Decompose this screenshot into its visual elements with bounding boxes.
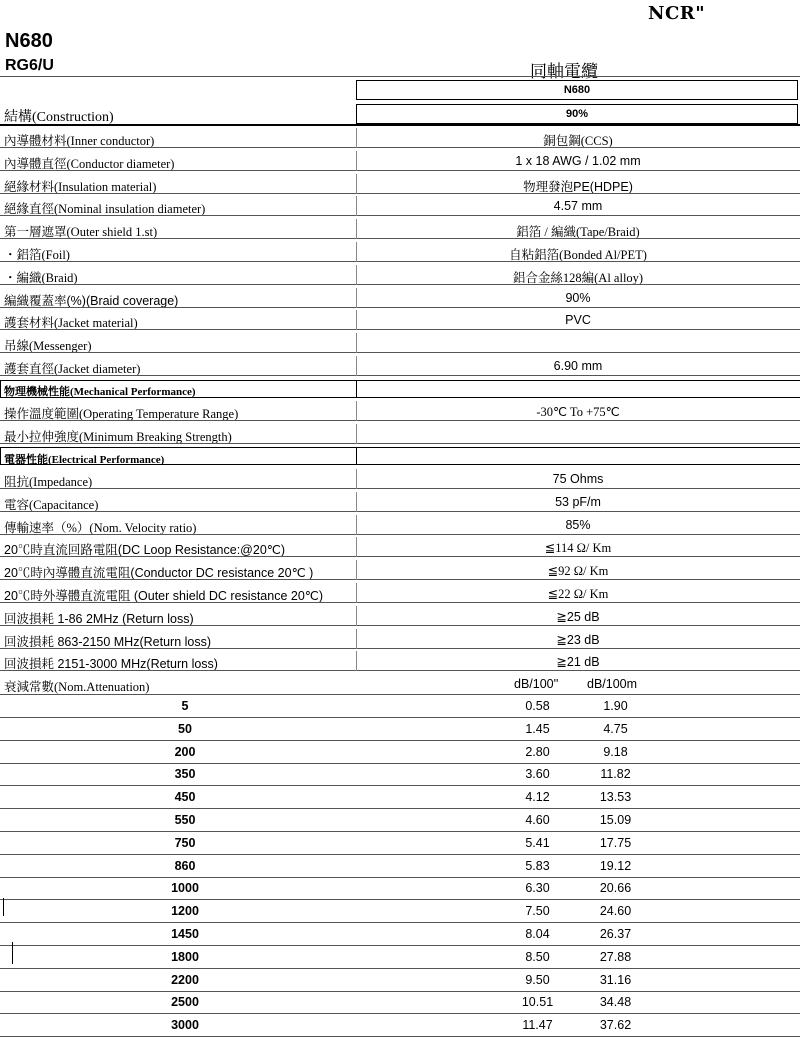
row-divider [0, 854, 800, 855]
column-divider [356, 333, 357, 353]
spec-label: 20℃時外導體直流電阻 (Outer shield DC resistance 20℃) [4, 589, 323, 603]
row-divider [0, 193, 800, 194]
spec-label: 傳輸速率（%）(Nom. Velocity ratio) [4, 520, 197, 535]
attenuation-db-per-100ft: 4.60 [525, 813, 550, 827]
column-divider [356, 469, 357, 489]
spec-value: 物理發泡PE(HDPE) [523, 179, 633, 194]
attenuation-db-per-100m: 27.88 [599, 949, 632, 964]
frequency-value: 50 [178, 721, 192, 736]
frame-mark [12, 942, 13, 964]
column-divider [356, 560, 357, 580]
spec-label: 護套材料(Jacket material) [4, 316, 138, 331]
row-divider [0, 215, 800, 216]
electrical-left-border [0, 447, 1, 464]
attenuation-db-per-100ft: 7.50 [525, 904, 550, 919]
column-divider [356, 219, 357, 239]
spec-label: 編織覆蓋率(%)(Braid coverage) [4, 293, 179, 308]
spec-label: 阻抗(Impedance) [4, 475, 93, 489]
spec-value: 鋁箔 / 編織(Tape/Braid) [516, 225, 640, 240]
attenuation-db-per-100m: 9.18 [603, 744, 628, 759]
column-divider [356, 606, 357, 626]
attenuation-db-per-100m: 20.66 [599, 881, 632, 896]
attenuation-db-per-100m: 15.09 [599, 813, 632, 827]
column-divider [356, 401, 357, 421]
electrical-rule-bottom [0, 464, 800, 465]
frequency-value: 2500 [171, 995, 199, 1010]
attenuation-db-per-100ft: 9.50 [525, 972, 550, 987]
row-divider [0, 602, 800, 603]
column-divider [356, 651, 357, 671]
attenuation-rule [0, 694, 800, 695]
frequency-value: 1450 [171, 927, 199, 941]
electrical-rule-top [0, 447, 800, 448]
spec-label: 第一層遮罩(Outer shield 1.st) [4, 225, 158, 240]
attenuation-db-per-100ft: 8.50 [525, 949, 550, 964]
spec-value: 4.57 mm [553, 199, 603, 214]
attenuation-db-per-100ft: 8.04 [525, 927, 550, 941]
frequency-value: 350 [174, 767, 196, 782]
frequency-value: 750 [174, 835, 196, 850]
row-divider [0, 831, 800, 832]
attenuation-db-per-100m: 37.62 [599, 1018, 632, 1033]
row-divider [0, 1013, 800, 1014]
spec-value: 1 x 18 AWG / 1.02 mm [515, 153, 641, 168]
row-divider [0, 808, 800, 809]
mechanical-title: 物理機械性能(Mechanical Performance) [4, 386, 196, 398]
spec-label: ・鋁箔(Foil) [4, 248, 70, 262]
spec-value: ≧21 dB [556, 655, 600, 670]
frequency-value: 860 [174, 858, 196, 873]
row-divider [0, 170, 800, 171]
frequency-value: 1000 [171, 881, 199, 896]
row-divider [0, 284, 800, 285]
column-divider [356, 310, 357, 330]
row-divider [0, 556, 800, 557]
column-divider [356, 537, 357, 557]
row-divider [0, 488, 800, 489]
spec-label: ・編織(Braid) [4, 270, 78, 285]
brand-logo: NCR" [648, 3, 706, 24]
spec-value: 85% [565, 517, 591, 532]
row-divider [0, 945, 800, 946]
spec-label: 吊線(Messenger) [4, 339, 92, 354]
frequency-value: 550 [174, 813, 196, 827]
attenuation-db-per-100m: 13.53 [599, 790, 632, 805]
electrical-mid-border [356, 447, 357, 464]
frame-mark [3, 898, 4, 916]
header-rule [0, 76, 800, 77]
row-divider [0, 443, 800, 444]
row-divider [0, 261, 800, 262]
row-divider [0, 922, 800, 923]
spec-label: 絕緣材料(Insulation material) [4, 179, 157, 194]
column-divider [356, 174, 357, 194]
row-divider [0, 329, 800, 330]
construction-rule [0, 124, 800, 126]
spec-value: ≦22 Ω/ Km [547, 587, 609, 601]
spec-value: 自粘鋁箔(Bonded Al/PET) [509, 248, 647, 262]
column-divider [356, 515, 357, 535]
spec-label: 內導體直徑(Conductor diameter) [4, 156, 175, 171]
row-divider [0, 763, 800, 764]
frequency-value: 1200 [171, 904, 199, 919]
attenuation-db-per-100ft: 11.47 [522, 1018, 553, 1033]
frequency-value: 200 [174, 744, 196, 759]
attenuation-db-per-100ft: 3.60 [525, 767, 550, 782]
column-divider [356, 356, 357, 376]
spec-value: 銅包鋼(CCS) [543, 134, 613, 148]
attenuation-col2-header: dB/100m [587, 677, 638, 691]
spec-value: ≦114 Ω/ Km [544, 541, 612, 556]
spec-value: ≧23 dB [556, 632, 600, 647]
row-divider [0, 420, 800, 421]
spec-label: 操作溫度範圍(Operating Temperature Range) [4, 407, 239, 421]
attenuation-db-per-100m: 11.82 [600, 767, 631, 782]
spec-label: 回波損耗 2151-3000 MHz(Return loss) [4, 657, 218, 672]
frequency-value: 450 [174, 790, 196, 805]
attenuation-db-per-100m: 34.48 [599, 995, 632, 1010]
row-divider [0, 648, 800, 649]
attenuation-label: 衰減常數(Nom.Attenuation) [4, 680, 150, 694]
mechanical-rule-top [0, 380, 800, 381]
spec-value: 鋁合金絲128編(Al alloy) [512, 270, 644, 285]
spec-value: -30℃ To +75℃ [536, 405, 620, 419]
attenuation-db-per-100ft: 5.83 [525, 858, 550, 873]
row-divider [0, 991, 800, 992]
row-divider [0, 670, 800, 671]
attenuation-col1-header: dB/100'' [514, 677, 559, 691]
mechanical-mid-border [356, 380, 357, 397]
attenuation-db-per-100ft: 5.41 [525, 835, 550, 850]
mechanical-rule-bottom [0, 397, 800, 398]
spec-label: 電容(Capacitance) [4, 497, 99, 512]
frequency-value: 2200 [171, 972, 199, 987]
row-divider [0, 968, 800, 969]
spec-value: ≦92 Ω/ Km [547, 564, 609, 579]
spec-value: 75 Ohms [552, 472, 604, 486]
spec-label: 絕緣直徑(Nominal insulation diameter) [4, 202, 206, 217]
column-divider [356, 196, 357, 216]
spec-value: 6.90 mm [553, 359, 603, 373]
attenuation-db-per-100ft: 1.45 [525, 721, 550, 736]
row-divider [0, 534, 800, 535]
spec-label: 回波損耗 1-86 2MHz (Return loss) [4, 611, 194, 626]
column-divider [356, 583, 357, 603]
row-divider [0, 511, 800, 512]
attenuation-db-per-100m: 19.12 [599, 858, 632, 873]
column-divider [356, 151, 357, 171]
column-divider [356, 629, 357, 649]
row-divider [0, 375, 800, 376]
attenuation-db-per-100ft: 4.12 [525, 790, 550, 805]
column-divider [356, 265, 357, 285]
spec-label: 20℃時直流回路電阻(DC Loop Resistance:@20℃) [4, 543, 285, 558]
spec-value: PVC [565, 313, 591, 328]
attenuation-db-per-100ft: 6.30 [525, 881, 550, 896]
frequency-value: 5 [181, 699, 189, 713]
row-divider [0, 899, 800, 900]
attenuation-db-per-100m: 26.37 [599, 927, 632, 941]
attenuation-db-per-100m: 31.16 [599, 972, 632, 987]
spec-label: 20℃時內導體直流電阻(Conductor DC resistance 20℃ ) [4, 566, 314, 581]
category-label: 同軸電纜 [530, 62, 598, 82]
spec-value: ≧25 dB [556, 609, 600, 624]
column-divider [356, 288, 357, 308]
coverage-box: 90% [356, 104, 798, 124]
row-divider [0, 238, 800, 239]
row-divider [0, 785, 800, 786]
row-divider [0, 717, 800, 718]
attenuation-db-per-100m: 24.60 [599, 904, 632, 919]
row-divider [0, 307, 800, 308]
row-divider [0, 352, 800, 353]
row-divider [0, 579, 800, 580]
attenuation-db-per-100ft: 0.58 [525, 699, 550, 713]
column-divider [356, 242, 357, 262]
spec-label: 回波損耗 863-2150 MHz(Return loss) [4, 634, 212, 649]
frequency-value: 3000 [171, 1018, 199, 1033]
model-box: N680 [356, 80, 798, 100]
spec-value: 90% [565, 290, 591, 305]
attenuation-db-per-100m: 4.75 [603, 721, 628, 736]
row-divider [0, 740, 800, 741]
spec-label: 內導體材料(Inner conductor) [4, 134, 155, 148]
spec-value: 53 pF/m [555, 494, 601, 509]
attenuation-db-per-100ft: 10.51 [521, 995, 554, 1010]
attenuation-db-per-100ft: 2.80 [525, 744, 550, 759]
attenuation-db-per-100m: 1.90 [603, 699, 628, 713]
row-divider [0, 877, 800, 878]
mechanical-left-border [0, 380, 1, 397]
attenuation-db-per-100m: 17.75 [599, 835, 632, 850]
row-divider [0, 147, 800, 148]
column-divider [356, 424, 357, 444]
column-divider [356, 128, 357, 148]
model-title: N680 [5, 30, 53, 52]
column-divider [356, 492, 357, 512]
construction-title: 結構(Construction) [4, 110, 114, 125]
row-divider [0, 625, 800, 626]
cable-type: RG6/U [5, 57, 54, 74]
frequency-value: 1800 [171, 949, 199, 964]
spec-label: 護套直徑(Jacket diameter) [4, 362, 141, 376]
spec-label: 最小拉伸強度(Minimum Breaking Strength) [4, 429, 232, 444]
electrical-title: 電器性能(Electrical Performance) [4, 454, 165, 466]
